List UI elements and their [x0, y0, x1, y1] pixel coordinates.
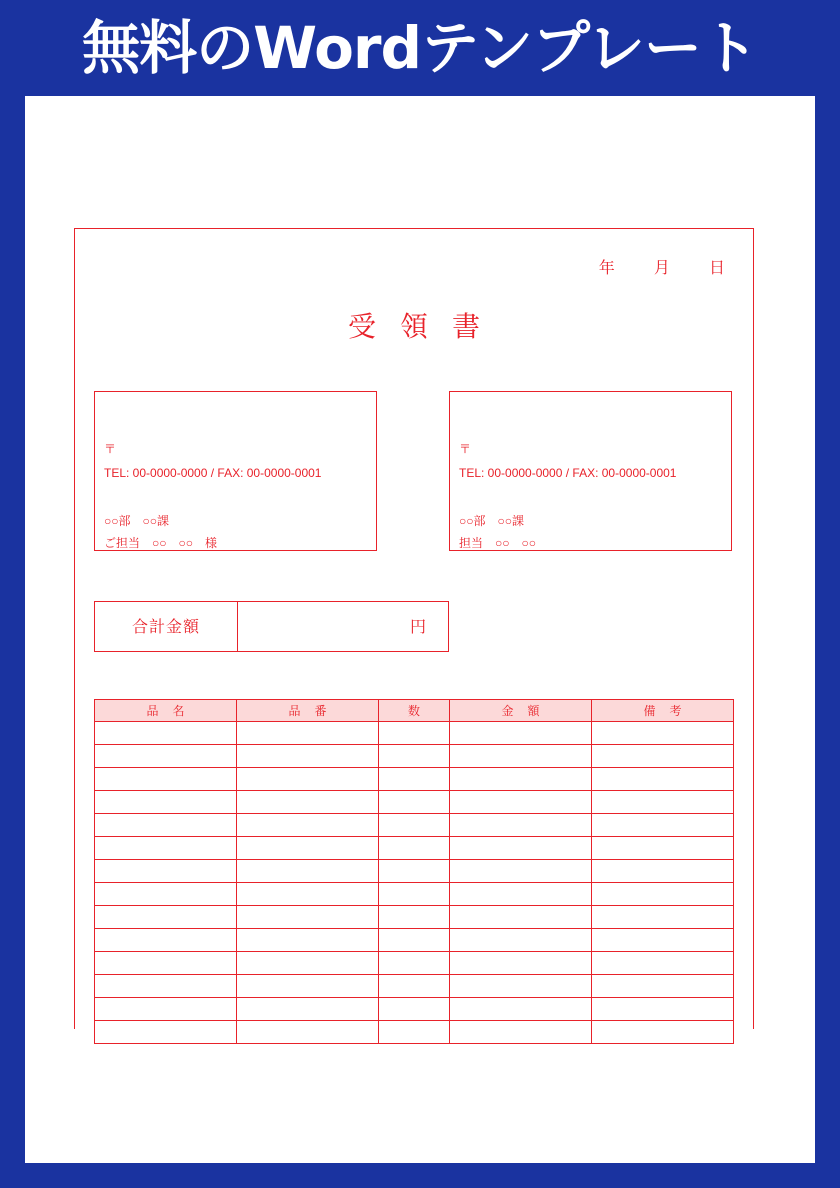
table-cell — [237, 1021, 379, 1044]
table-row — [95, 998, 734, 1021]
table-cell — [95, 860, 237, 883]
sender-person: 担当 ○○ ○○ — [459, 536, 536, 550]
table-cell — [237, 906, 379, 929]
table-cell — [592, 952, 734, 975]
sender-department: ○○部 ○○課 — [459, 514, 524, 528]
table-cell — [379, 952, 450, 975]
table-cell — [95, 1021, 237, 1044]
table-cell — [450, 975, 592, 998]
table-row — [95, 814, 734, 837]
document-title: 受領書 — [347, 310, 504, 343]
table-row — [95, 952, 734, 975]
table-cell — [237, 837, 379, 860]
table-cell — [95, 906, 237, 929]
table-cell — [237, 883, 379, 906]
table-cell — [379, 860, 450, 883]
date-month: 月 — [653, 258, 670, 277]
table-cell — [379, 837, 450, 860]
header-amount: 金額 — [450, 700, 592, 722]
recipient-department: ○○部 ○○課 — [104, 514, 169, 528]
table-row — [95, 722, 734, 745]
table-cell — [237, 814, 379, 837]
table-cell — [450, 860, 592, 883]
date-line — [565, 255, 725, 278]
table-cell — [592, 745, 734, 768]
table-cell — [450, 814, 592, 837]
table-row — [95, 860, 734, 883]
table-cell — [450, 883, 592, 906]
table-cell — [450, 791, 592, 814]
table-cell — [592, 860, 734, 883]
table-cell — [450, 929, 592, 952]
document-page — [25, 96, 815, 1163]
table-row — [95, 929, 734, 952]
table-cell — [592, 768, 734, 791]
table-cell — [95, 814, 237, 837]
table-cell — [450, 837, 592, 860]
table-cell — [95, 952, 237, 975]
items-table — [94, 699, 734, 1044]
recipient-person: ご担当 ○○ ○○ 様 — [104, 536, 217, 550]
header-item-name: 品名 — [95, 700, 237, 722]
table-cell — [379, 745, 450, 768]
table-cell — [592, 722, 734, 745]
table-cell — [379, 906, 450, 929]
table-cell — [450, 1021, 592, 1044]
table-cell — [592, 906, 734, 929]
table-cell — [95, 998, 237, 1021]
table-cell — [450, 998, 592, 1021]
table-cell — [237, 975, 379, 998]
table-cell — [237, 860, 379, 883]
total-amount-box — [94, 601, 449, 652]
table-cell — [450, 906, 592, 929]
sender-contact: TEL: 00-0000-0000 / FAX: 00-0000-0001 — [459, 466, 677, 480]
table-cell — [237, 791, 379, 814]
table-row — [95, 837, 734, 860]
table-cell — [237, 929, 379, 952]
table-cell — [237, 745, 379, 768]
table-row — [95, 768, 734, 791]
table-row — [95, 791, 734, 814]
header-item-number: 品番 — [237, 700, 379, 722]
table-cell — [95, 975, 237, 998]
table-cell — [237, 998, 379, 1021]
table-header-row — [95, 700, 734, 722]
table-cell — [237, 952, 379, 975]
table-row — [95, 1021, 734, 1044]
recipient-box — [94, 391, 377, 551]
table-cell — [379, 998, 450, 1021]
table-row — [95, 745, 734, 768]
table-cell — [379, 768, 450, 791]
sender-postal-mark: 〒 — [459, 442, 472, 456]
table-cell — [450, 768, 592, 791]
table-cell — [379, 975, 450, 998]
table-cell — [450, 952, 592, 975]
table-cell — [237, 768, 379, 791]
table-cell — [95, 722, 237, 745]
table-cell — [450, 745, 592, 768]
recipient-postal-mark: 〒 — [104, 442, 117, 456]
table-cell — [592, 1021, 734, 1044]
table-cell — [379, 791, 450, 814]
table-cell — [379, 1021, 450, 1044]
table-cell — [95, 768, 237, 791]
table-cell — [592, 998, 734, 1021]
table-cell — [379, 814, 450, 837]
table-cell — [95, 791, 237, 814]
total-label: 合計金額 — [95, 602, 238, 651]
banner-title: 無料のWordテンプレート — [82, 14, 758, 82]
table-cell — [95, 883, 237, 906]
table-cell — [237, 722, 379, 745]
date-year: 年 — [598, 258, 615, 277]
table-cell — [592, 814, 734, 837]
date-day: 日 — [708, 258, 725, 277]
table-cell — [592, 791, 734, 814]
receipt-form — [74, 228, 754, 1029]
table-cell — [592, 929, 734, 952]
table-row — [95, 975, 734, 998]
header-quantity: 数 — [379, 700, 450, 722]
table-cell — [379, 722, 450, 745]
header-remarks: 備考 — [592, 700, 734, 722]
table-cell — [95, 745, 237, 768]
table-cell — [95, 837, 237, 860]
table-row — [95, 883, 734, 906]
sender-box — [449, 391, 732, 551]
table-cell — [450, 722, 592, 745]
table-cell — [379, 929, 450, 952]
table-cell — [592, 975, 734, 998]
total-unit: 円 — [409, 617, 426, 636]
table-cell — [592, 883, 734, 906]
table-cell — [592, 837, 734, 860]
table-row — [95, 906, 734, 929]
table-cell — [379, 883, 450, 906]
table-cell — [95, 929, 237, 952]
recipient-contact: TEL: 00-0000-0000 / FAX: 00-0000-0001 — [104, 466, 322, 480]
